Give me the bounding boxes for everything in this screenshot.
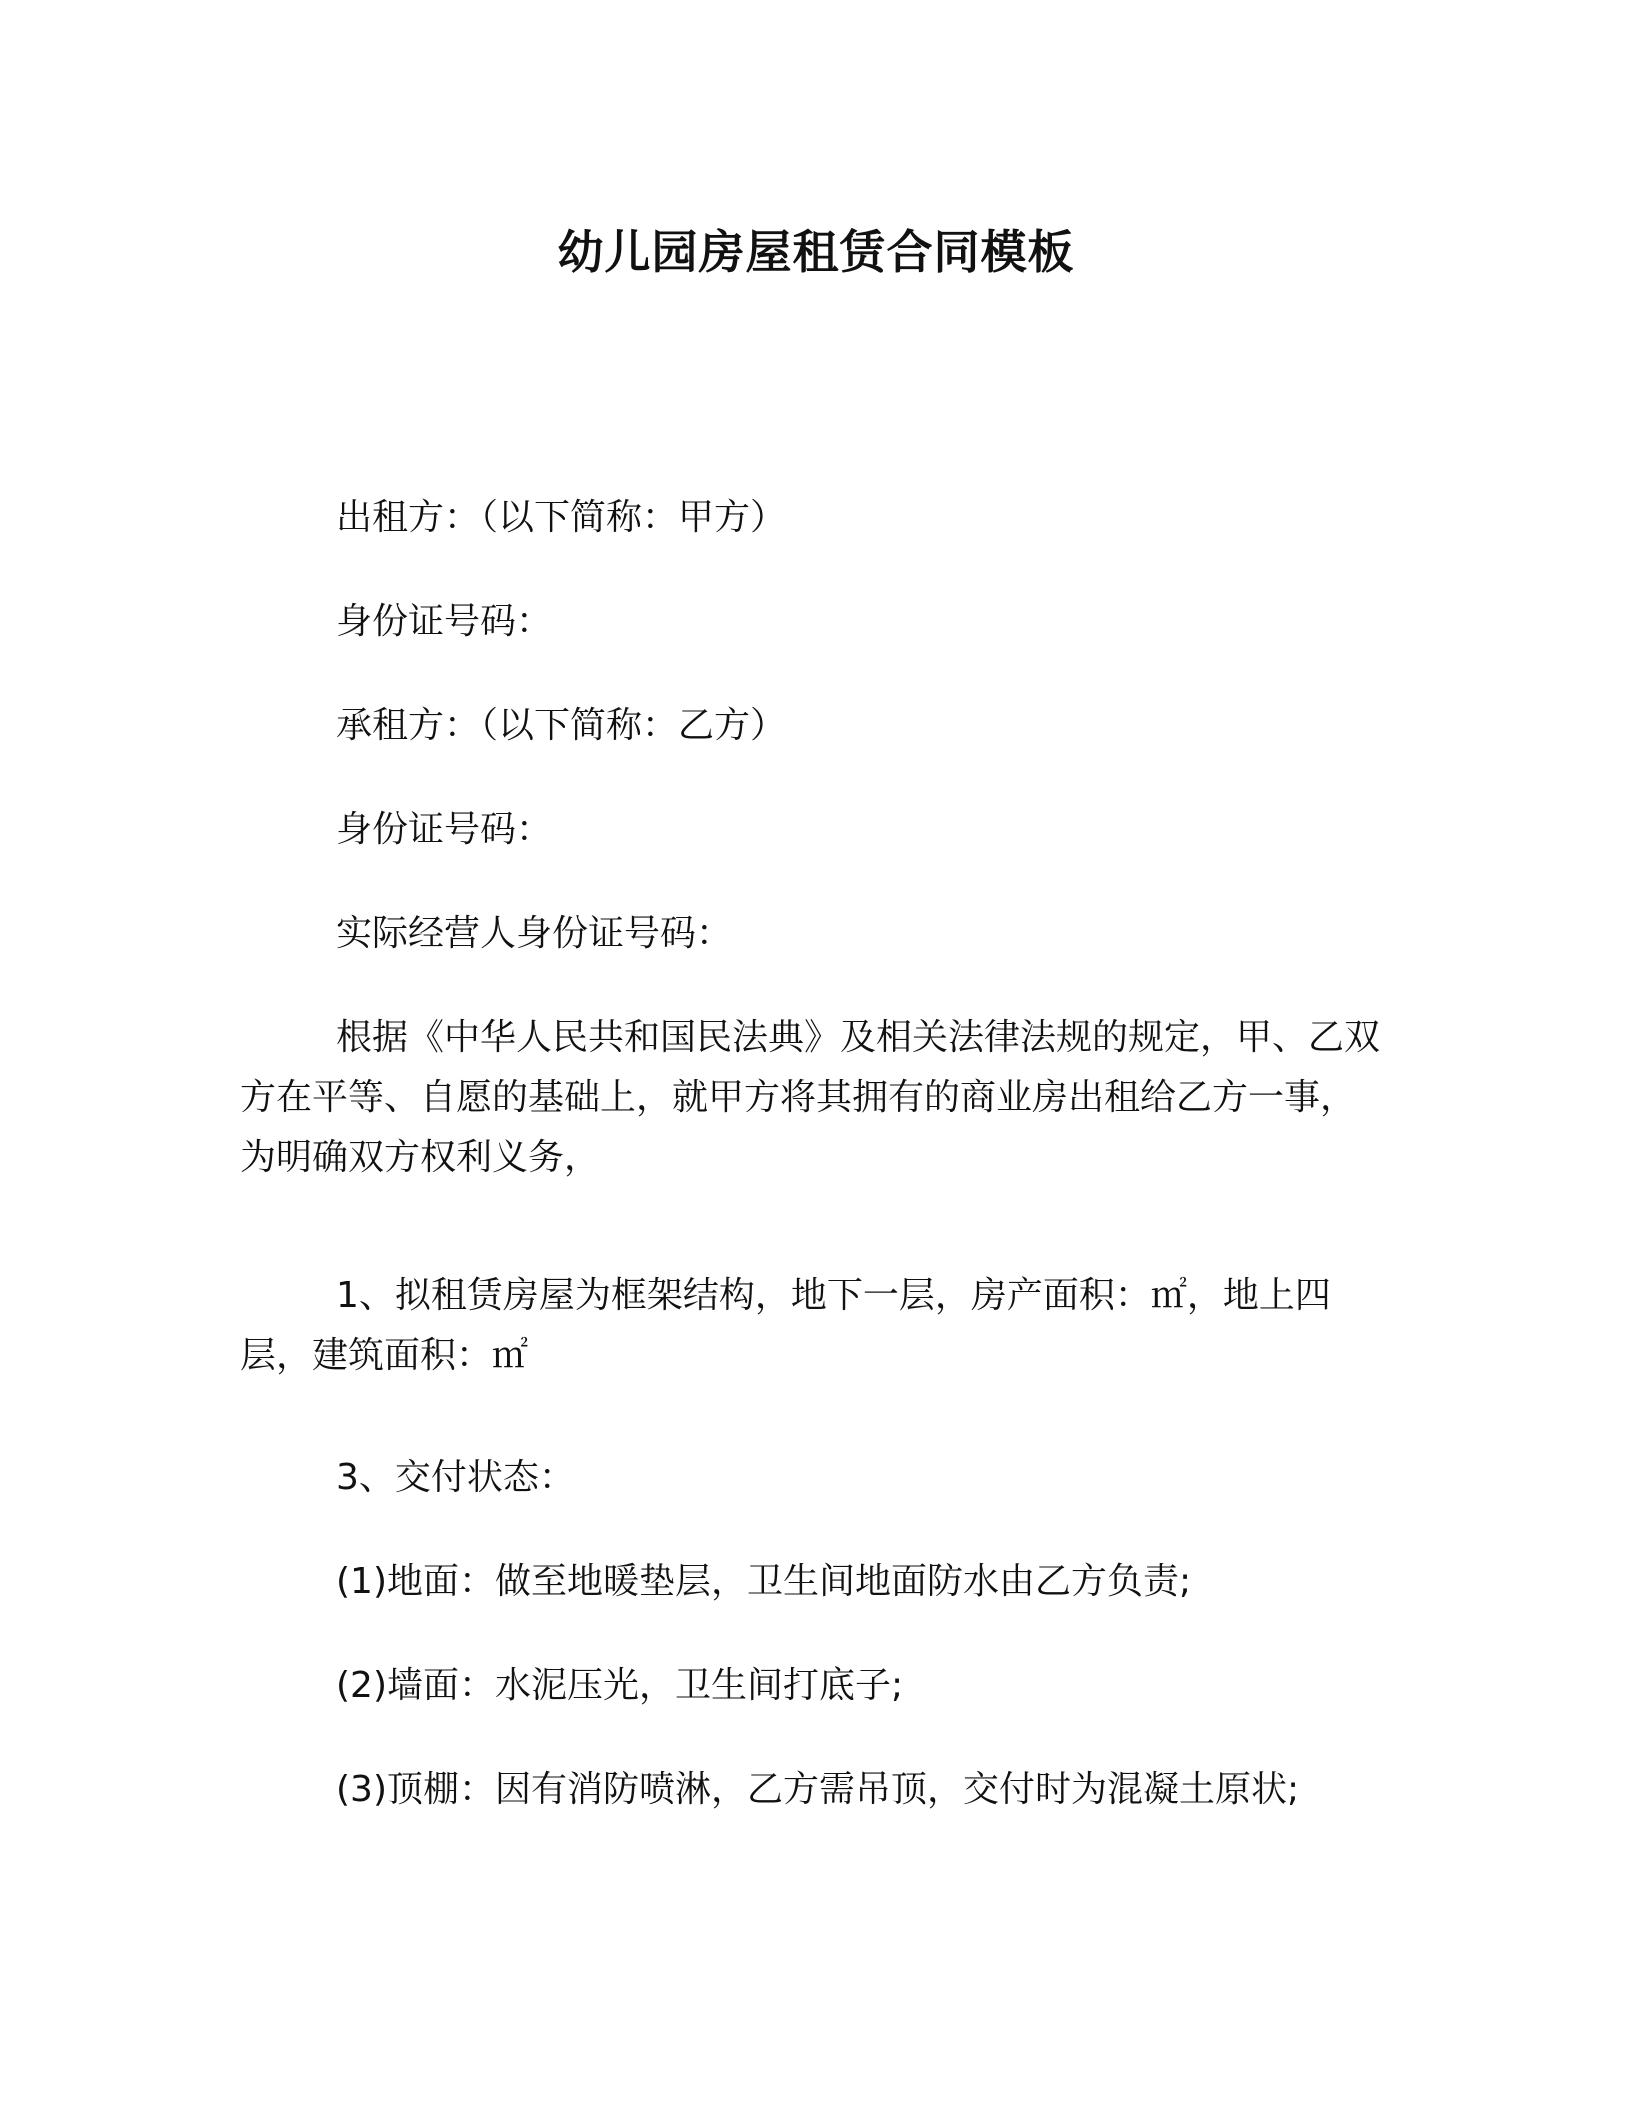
lessee-id-line: 身份证号码：: [336, 809, 553, 850]
operator-id-line: 实际经营人身份证号码：: [336, 913, 733, 954]
clause-3-item-1: (1)地面：做至地暖垫层，卫生间地面防水由乙方负责;: [336, 1561, 1192, 1602]
clause-1-paragraph: 1、拟租赁房屋为框架结构，地下一层，房产面积：㎡，地上四层，建筑面积：㎡: [240, 1275, 1331, 1376]
clause-3-item-3: (3)顶棚：因有消防喷淋，乙方需吊顶，交付时为混凝土原状;: [336, 1769, 1300, 1810]
clause-3-item-2: (2)墙面：水泥压光，卫生间打底子;: [336, 1665, 904, 1706]
lessee-line: 承租方：（以下简称：乙方）: [336, 705, 787, 746]
document-title: 幼儿园房屋租赁合同模板: [557, 225, 1075, 279]
lessor-line: 出租方：（以下简称：甲方）: [336, 497, 787, 538]
lessor-id-line: 身份证号码：: [336, 601, 553, 642]
clause-3-heading: 3、交付状态：: [336, 1457, 575, 1498]
preamble-paragraph: 根据《中华人民共和国民法典》及相关法律法规的规定，甲、乙双方在平等、自愿的基础上，就甲方将其拥有的商业房出租给乙方一事，为明确双方权利义务，: [240, 1017, 1381, 1178]
